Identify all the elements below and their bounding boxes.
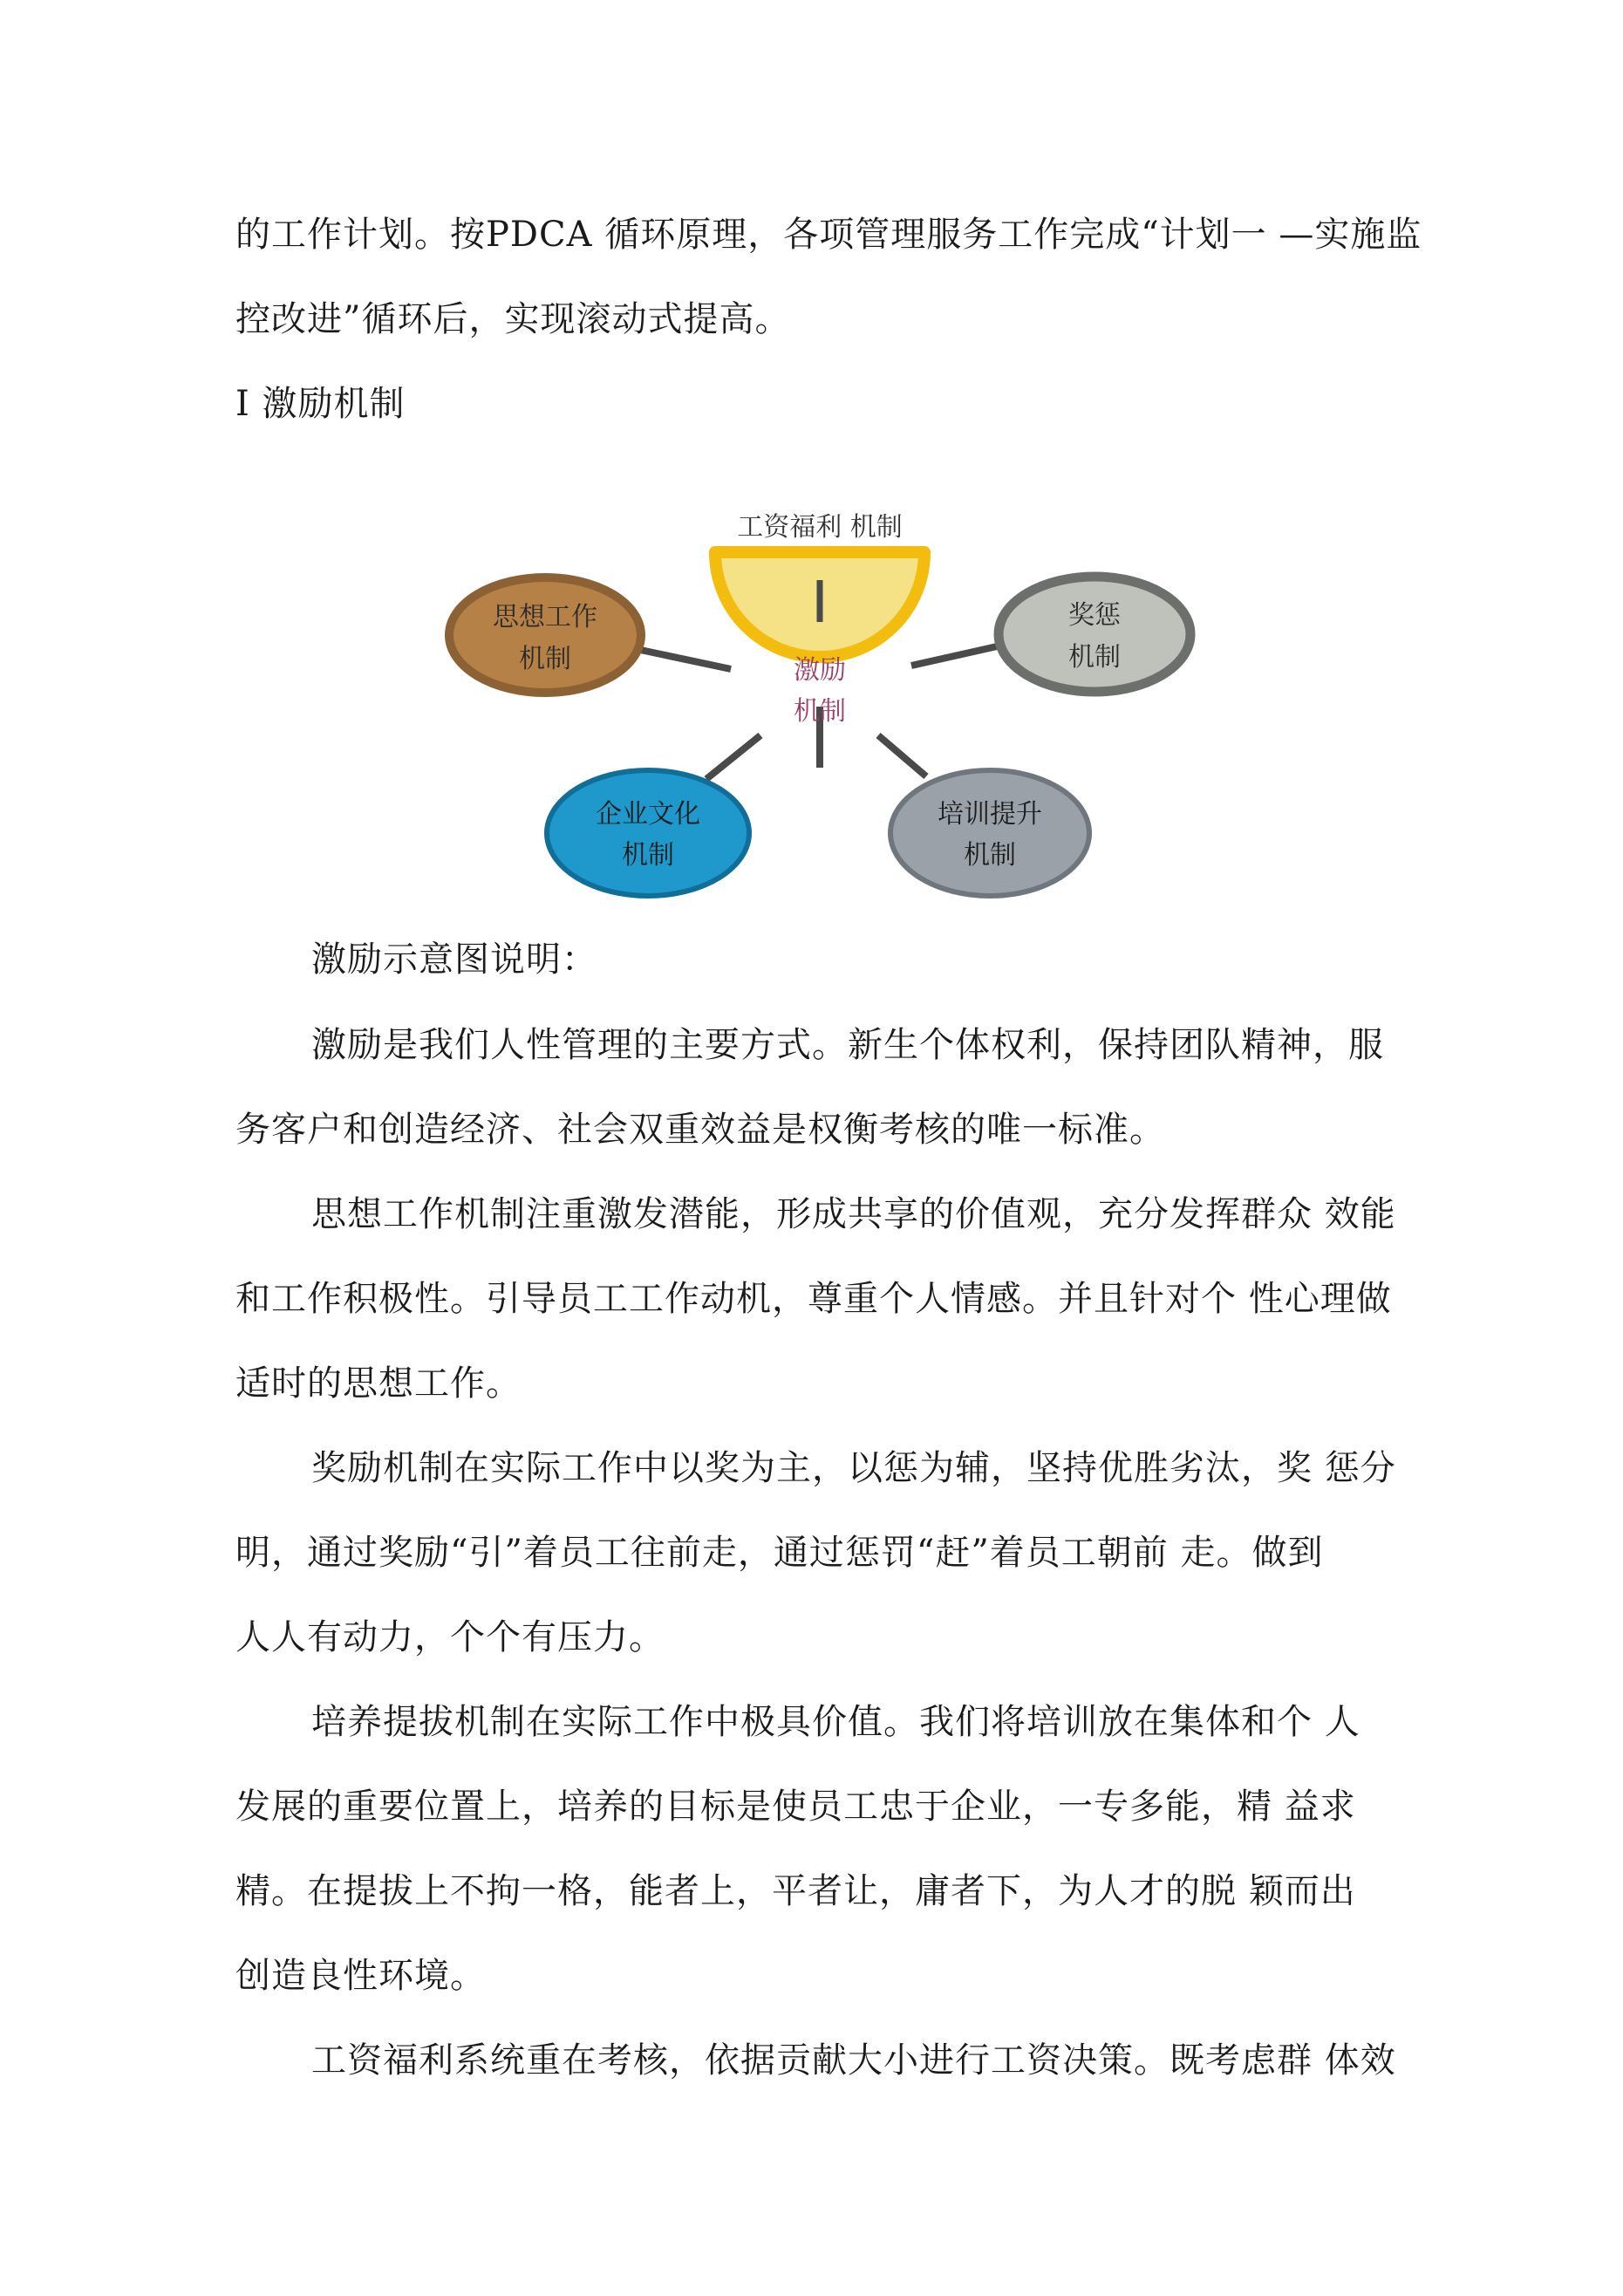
para-incentive-line-2: 务客户和创造经济、社会双重效益是权衡考核的唯一标准。 <box>235 1110 1165 1150</box>
para-reward-line-3: 人人有动力，个个有压力。 <box>235 1617 665 1657</box>
node-training-promotion-shape <box>890 770 1089 896</box>
node-corporate-culture-label-1: 企业文化 <box>596 799 700 830</box>
node-training-promotion-label-1: 培训提升 <box>938 799 1042 830</box>
connector-bottom-left <box>706 735 760 779</box>
connector-left <box>632 648 731 669</box>
intro-line-1: 的工作计划。按PDCA 循环原理，各项管理服务工作完成“计划一 —实施监 <box>235 215 1422 255</box>
connector-bottom-right <box>878 735 926 776</box>
para-training-line-3: 精。在提拔上不拘一格，能者上，平者让，庸者下，为人才的脱 颖而出 <box>235 1871 1356 1911</box>
para-training-line-4: 创造良性环境。 <box>235 1956 486 1996</box>
para-training-line-1: 培养提拔机制在实际工作中极具价值。我们将培训放在集体和个 人 <box>311 1702 1360 1742</box>
center-node-label-2: 机制 <box>794 696 846 727</box>
para-reward-line-1: 奖励机制在实际工作中以奖为主，以惩为辅，坚持优胜劣汰，奖 惩分 <box>311 1448 1396 1488</box>
incentive-mechanism-diagram <box>419 510 1221 920</box>
node-thought-work-shape <box>449 577 641 693</box>
para-thought-line-2: 和工作积极性。引导员工工作动机，尊重个人情感。并且针对个 性心理做 <box>235 1279 1392 1319</box>
intro-line-2: 控改进”循环后，实现滚动式提高。 <box>235 299 791 339</box>
node-training-promotion-label-2: 机制 <box>964 840 1016 871</box>
para-thought-line-3: 适时的思想工作。 <box>235 1363 522 1404</box>
node-corporate-culture-shape <box>547 770 749 896</box>
node-thought-work-label-2: 机制 <box>519 644 571 674</box>
para-reward-line-2: 明，通过奖励“引”着员工往前走，通过惩罚“赶”着员工朝前 走。做到 <box>235 1533 1324 1573</box>
section-heading: I 激励机制 <box>235 384 406 424</box>
para-training-line-2: 发展的重要位置上，培养的目标是使员工忠于企业，一专多能，精 益求 <box>235 1787 1356 1827</box>
node-reward-punish-label-2: 机制 <box>1068 642 1121 673</box>
para-salary-line-1: 工资福利系统重在考核，依据贡献大小进行工资决策。既考虑群 体效 <box>311 2040 1396 2081</box>
center-node-top-label: 工资福利 机制 <box>737 512 903 543</box>
para-incentive-line-1: 激励是我们人性管理的主要方式。新生个体权利，保持团队精神，服 <box>311 1025 1384 1065</box>
node-thought-work-label-1: 思想工作 <box>493 602 597 632</box>
para-thought-line-1: 思想工作机制注重激发潜能，形成共享的价值观，充分发挥群众 效能 <box>311 1194 1396 1234</box>
center-node-label-1: 激励 <box>794 655 846 686</box>
node-reward-punish-label-1: 奖惩 <box>1068 600 1121 631</box>
node-reward-punish-shape <box>999 577 1190 692</box>
caption-heading: 激励示意图说明： <box>311 940 597 980</box>
connector-right <box>911 645 1005 666</box>
node-corporate-culture-label-2: 机制 <box>622 840 674 871</box>
